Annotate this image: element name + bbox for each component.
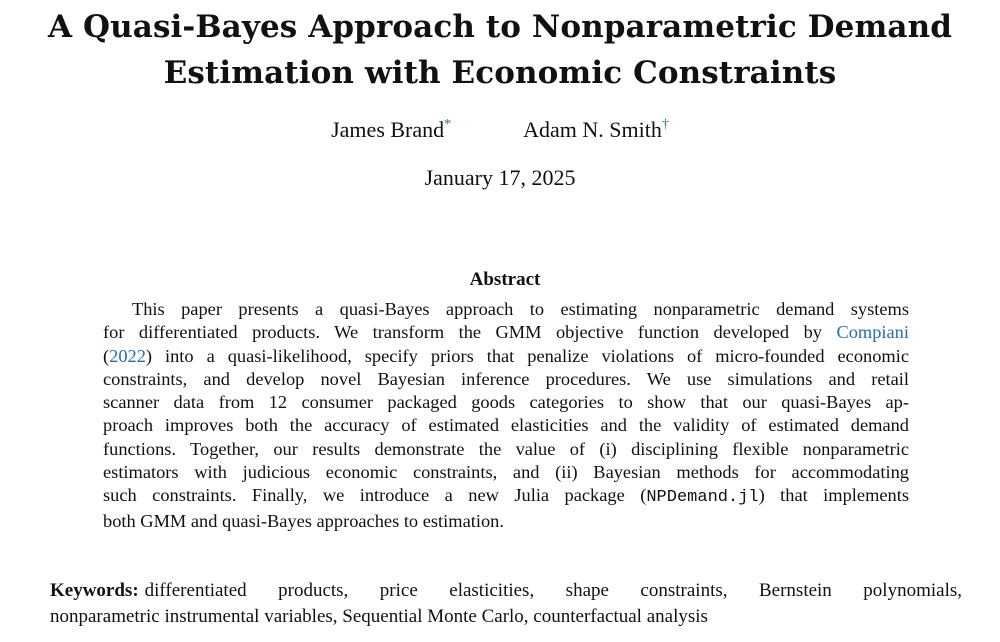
citation-link-compiani[interactable]: Compiani xyxy=(836,322,909,343)
author-footnote-mark[interactable]: † xyxy=(661,117,669,132)
abstract-line xyxy=(103,484,909,509)
author-footnote-mark[interactable]: * xyxy=(444,117,452,132)
package-name-code: NPDemand.jl xyxy=(646,488,759,508)
publication-date: January 17, 2025 xyxy=(424,165,576,190)
abstract-line: proach improves both the accuracy of estimated elasticities and the validity of estimated demand xyxy=(103,415,909,436)
author-james-brand xyxy=(331,115,451,145)
abstract-text: ( xyxy=(103,345,110,366)
author-adam-smith xyxy=(523,115,669,145)
abstract-line: functions. Together, our results demonstrate the value of (i) disciplining flexible nonparametric xyxy=(103,438,909,459)
keywords-text: differentiated products, price elasticities, shape constraints, Bernstein polynomials, xyxy=(144,580,962,601)
abstract-body xyxy=(103,298,909,533)
citation-link-year[interactable]: 2022 xyxy=(109,345,146,366)
abstract-line: constraints, and develop novel Bayesian inference procedures. We use simulations and retail xyxy=(103,368,909,389)
abstract-line xyxy=(103,321,909,344)
abstract-text: for differentiated products. We transform the GMM objective function developed by xyxy=(103,322,822,343)
paper-title xyxy=(0,4,1000,96)
keywords-line: nonparametric instrumental variables, Sequential Monte Carlo, counterfactual analysis xyxy=(50,606,708,627)
abstract-line: estimators with judicious economic constraints, and (ii) Bayesian methods for accommodating xyxy=(103,462,909,483)
author-name: Adam N. Smith xyxy=(523,117,662,142)
abstract-line xyxy=(103,345,909,368)
title-line-2: Estimation with Economic Constraints xyxy=(163,55,837,91)
abstract-text: ) into a quasi-likelihood, specify priors that penalize violations of micro-founded economic xyxy=(145,345,909,366)
abstract-line: scanner data from 12 consumer packaged goods categories to show that our quasi-Bayes ap- xyxy=(103,392,909,413)
keywords-label: Keywords: xyxy=(50,580,139,601)
author-list xyxy=(0,115,1000,145)
keywords-section xyxy=(50,578,962,630)
abstract-line: both GMM and quasi-Bayes approaches to estimation. xyxy=(103,510,504,531)
abstract-line: This paper presents a quasi-Bayes approach to estimating nonparametric demand systems xyxy=(132,299,909,319)
abstract-text: ) that implements xyxy=(758,485,909,506)
abstract-text: such constraints. Finally, we introduce a new Julia package ( xyxy=(103,485,647,506)
abstract-heading: Abstract xyxy=(469,269,541,290)
author-name: James Brand xyxy=(331,117,445,142)
title-line-1: A Quasi-Bayes Approach to Nonparametric Demand xyxy=(48,9,952,45)
keywords-line xyxy=(50,578,962,604)
